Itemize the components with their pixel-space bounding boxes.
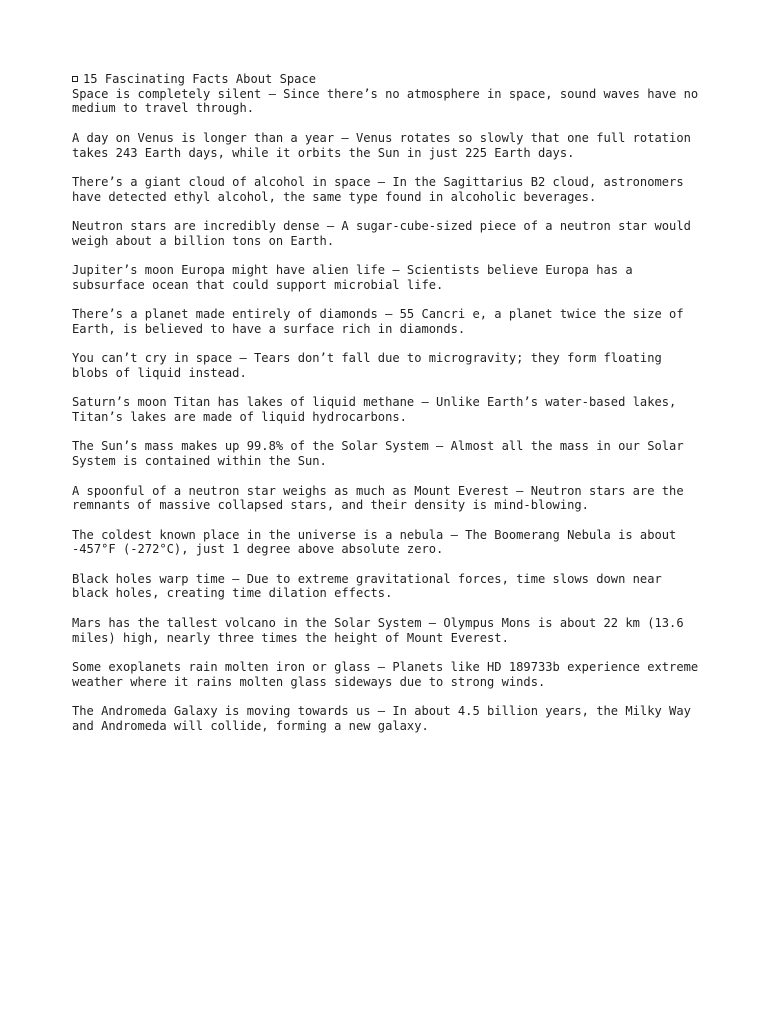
fact-paragraph: You can’t cry in space – Tears don’t fall due to microgravity; they form floating blobs of liquid instead. [72, 351, 662, 380]
fact-paragraph: Space is completely silent – Since there’s no atmosphere in space, sound waves have no medium to travel through. [72, 86, 699, 116]
fact-paragraph: Mars has the tallest volcano in the Solar System – Olympus Mons is about 22 km (13.6 miles) high, nearly three times the height of Mount Everest. [72, 615, 684, 645]
document-title [72, 72, 704, 87]
fact-paragraph: The Sun’s mass makes up 99.8% of the Solar System – Almost all the mass in our Solar System is contained within the Sun. [72, 439, 684, 469]
fact-paragraph: Saturn’s moon Titan has lakes of liquid methane – Unlike Earth’s water-based lakes, Titan’s lakes are made of liquid hydrocarbons. [72, 395, 677, 425]
fact-paragraph: There’s a giant cloud of alcohol in space – In the Sagittarius B2 cloud, astronomers have detected ethyl alcohol, the same type found in alcoholic beverages. [72, 174, 684, 204]
missing-glyph-icon [72, 76, 78, 82]
fact-paragraph: A spoonful of a neutron star weighs as much as Mount Everest – Neutron stars are the remnants of massive collapsed stars, and their density is mind-blowing. [72, 483, 684, 513]
fact-paragraph: Jupiter’s moon Europa might have alien life – Scientists believe Europa has a subsurface ocean that could support microbial life. [72, 263, 633, 292]
document-title-text: 15 Fascinating Facts About Space [83, 72, 316, 86]
fact-paragraph: Neutron stars are incredibly dense – A sugar-cube-sized piece of a neutron star would weigh about a billion tons on Earth. [72, 218, 691, 248]
fact-paragraph: The Andromeda Galaxy is moving towards us – In about 4.5 billion years, the Milky Way and Andromeda will collide, forming a new galaxy. [72, 704, 691, 733]
fact-paragraph: Some exoplanets rain molten iron or glass – Planets like HD 189733b experience extreme weather where it rains molten glass sideways due to strong winds. [72, 659, 699, 689]
document-page [72, 72, 704, 733]
fact-paragraph: The coldest known place in the universe is a nebula – The Boomerang Nebula is about -457°F (-272°C), just 1 degree above absolute zero. [72, 527, 677, 557]
fact-paragraph: Black holes warp time – Due to extreme gravitational forces, time slows down near black holes, creating time dilation effects. [72, 571, 662, 601]
fact-paragraph: There’s a planet made entirely of diamonds – 55 Cancri e, a planet twice the size of Earth, is believed to have a surface rich in diamonds. [72, 307, 684, 336]
fact-paragraph: A day on Venus is longer than a year – Venus rotates so slowly that one full rotation takes 243 Earth days, while it orbits the Sun in just 225 Earth days. [72, 130, 691, 160]
